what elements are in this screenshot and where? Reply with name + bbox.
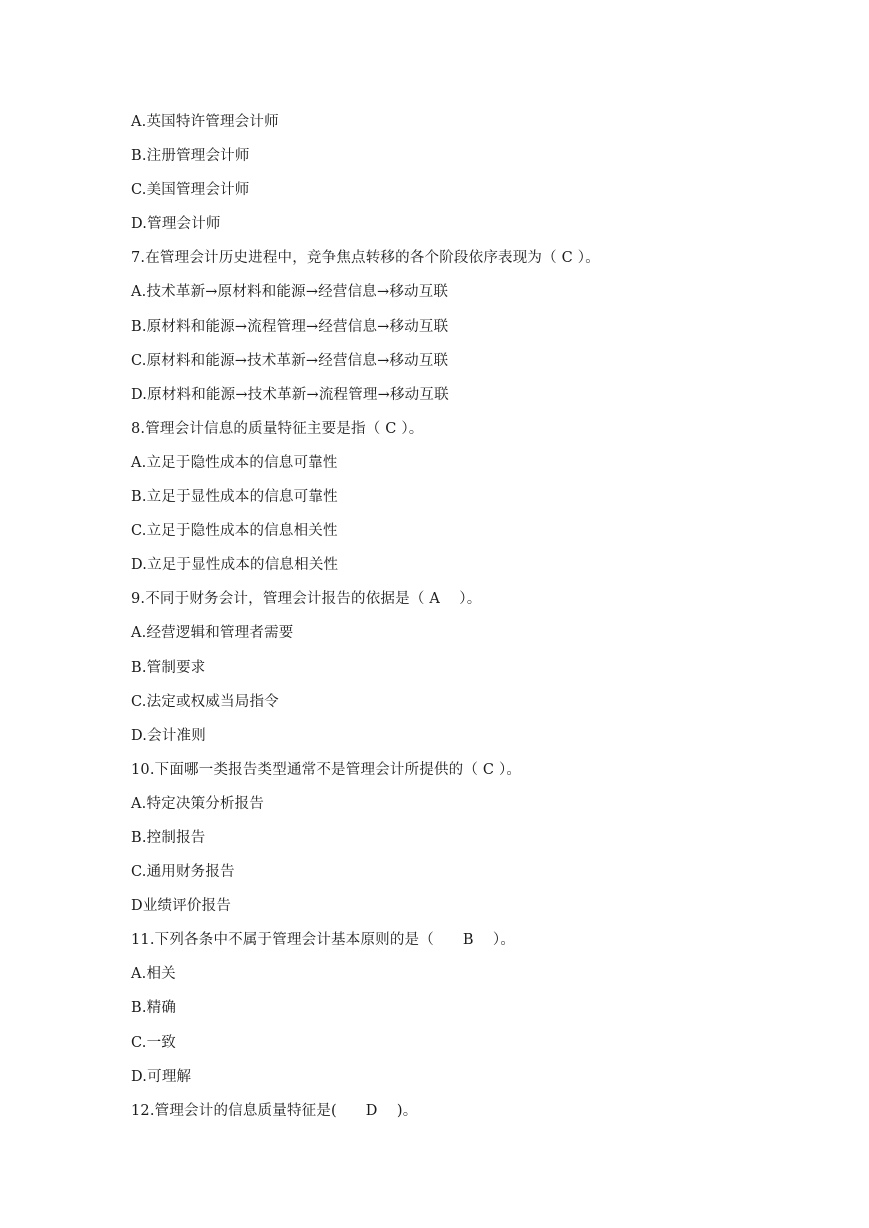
option-line: A.相关 [131, 966, 176, 983]
option-line: A.经营逻辑和管理者需要 [131, 625, 294, 642]
option-line: D业绩评价报告 [131, 898, 232, 915]
option-line: B.注册管理会计师 [131, 148, 250, 165]
option-line: D.会计准则 [131, 727, 206, 744]
option-line: A.技术革新→原材料和能源→经营信息→移动互联 [131, 284, 449, 301]
question-line: 9.不同于财务会计，管理会计报告的依据是（ A ）。 [131, 591, 482, 608]
question-line: 7.在管理会计历史进程中，竞争焦点转移的各个阶段依序表现为（ C ）。 [131, 250, 600, 267]
option-line: D.可理解 [131, 1068, 192, 1085]
option-line: B.精确 [131, 1000, 177, 1017]
option-line: C.通用财务报告 [131, 864, 235, 881]
option-line: C.立足于隐性成本的信息相关性 [131, 523, 338, 540]
option-line: D.立足于显性成本的信息相关性 [131, 557, 339, 574]
option-line: C.法定或权威当局指令 [131, 693, 279, 710]
option-line: D.原材料和能源→技术革新→流程管理→移动互联 [131, 386, 449, 403]
question-line: 11.下列各条中不属于管理会计基本原则的是（ B ）。 [131, 932, 516, 949]
question-line: 8.管理会计信息的质量特征主要是指（ C ）。 [131, 420, 424, 437]
question-line: 10.下面哪一类报告类型通常不是管理会计所提供的（ C ）。 [131, 761, 522, 778]
text-body [131, 110, 831, 1133]
option-line: A.英国特许管理会计师 [131, 114, 279, 130]
option-line: B.控制报告 [131, 829, 206, 846]
option-line: C.一致 [131, 1034, 176, 1051]
option-line: B.原材料和能源→流程管理→经营信息→移动互联 [131, 318, 449, 335]
option-line: C.美国管理会计师 [131, 182, 250, 199]
option-line: D.管理会计师 [131, 216, 221, 233]
option-line: B.立足于显性成本的信息可靠性 [131, 489, 338, 506]
question-line: 12.管理会计的信息质量特征是( D )。 [131, 1102, 418, 1119]
option-line: A.立足于隐性成本的信息可靠性 [131, 454, 338, 471]
option-line: B.管制要求 [131, 659, 206, 676]
option-line: A.特定决策分析报告 [131, 795, 265, 812]
option-line: C.原材料和能源→技术革新→经营信息→移动互联 [131, 352, 449, 369]
